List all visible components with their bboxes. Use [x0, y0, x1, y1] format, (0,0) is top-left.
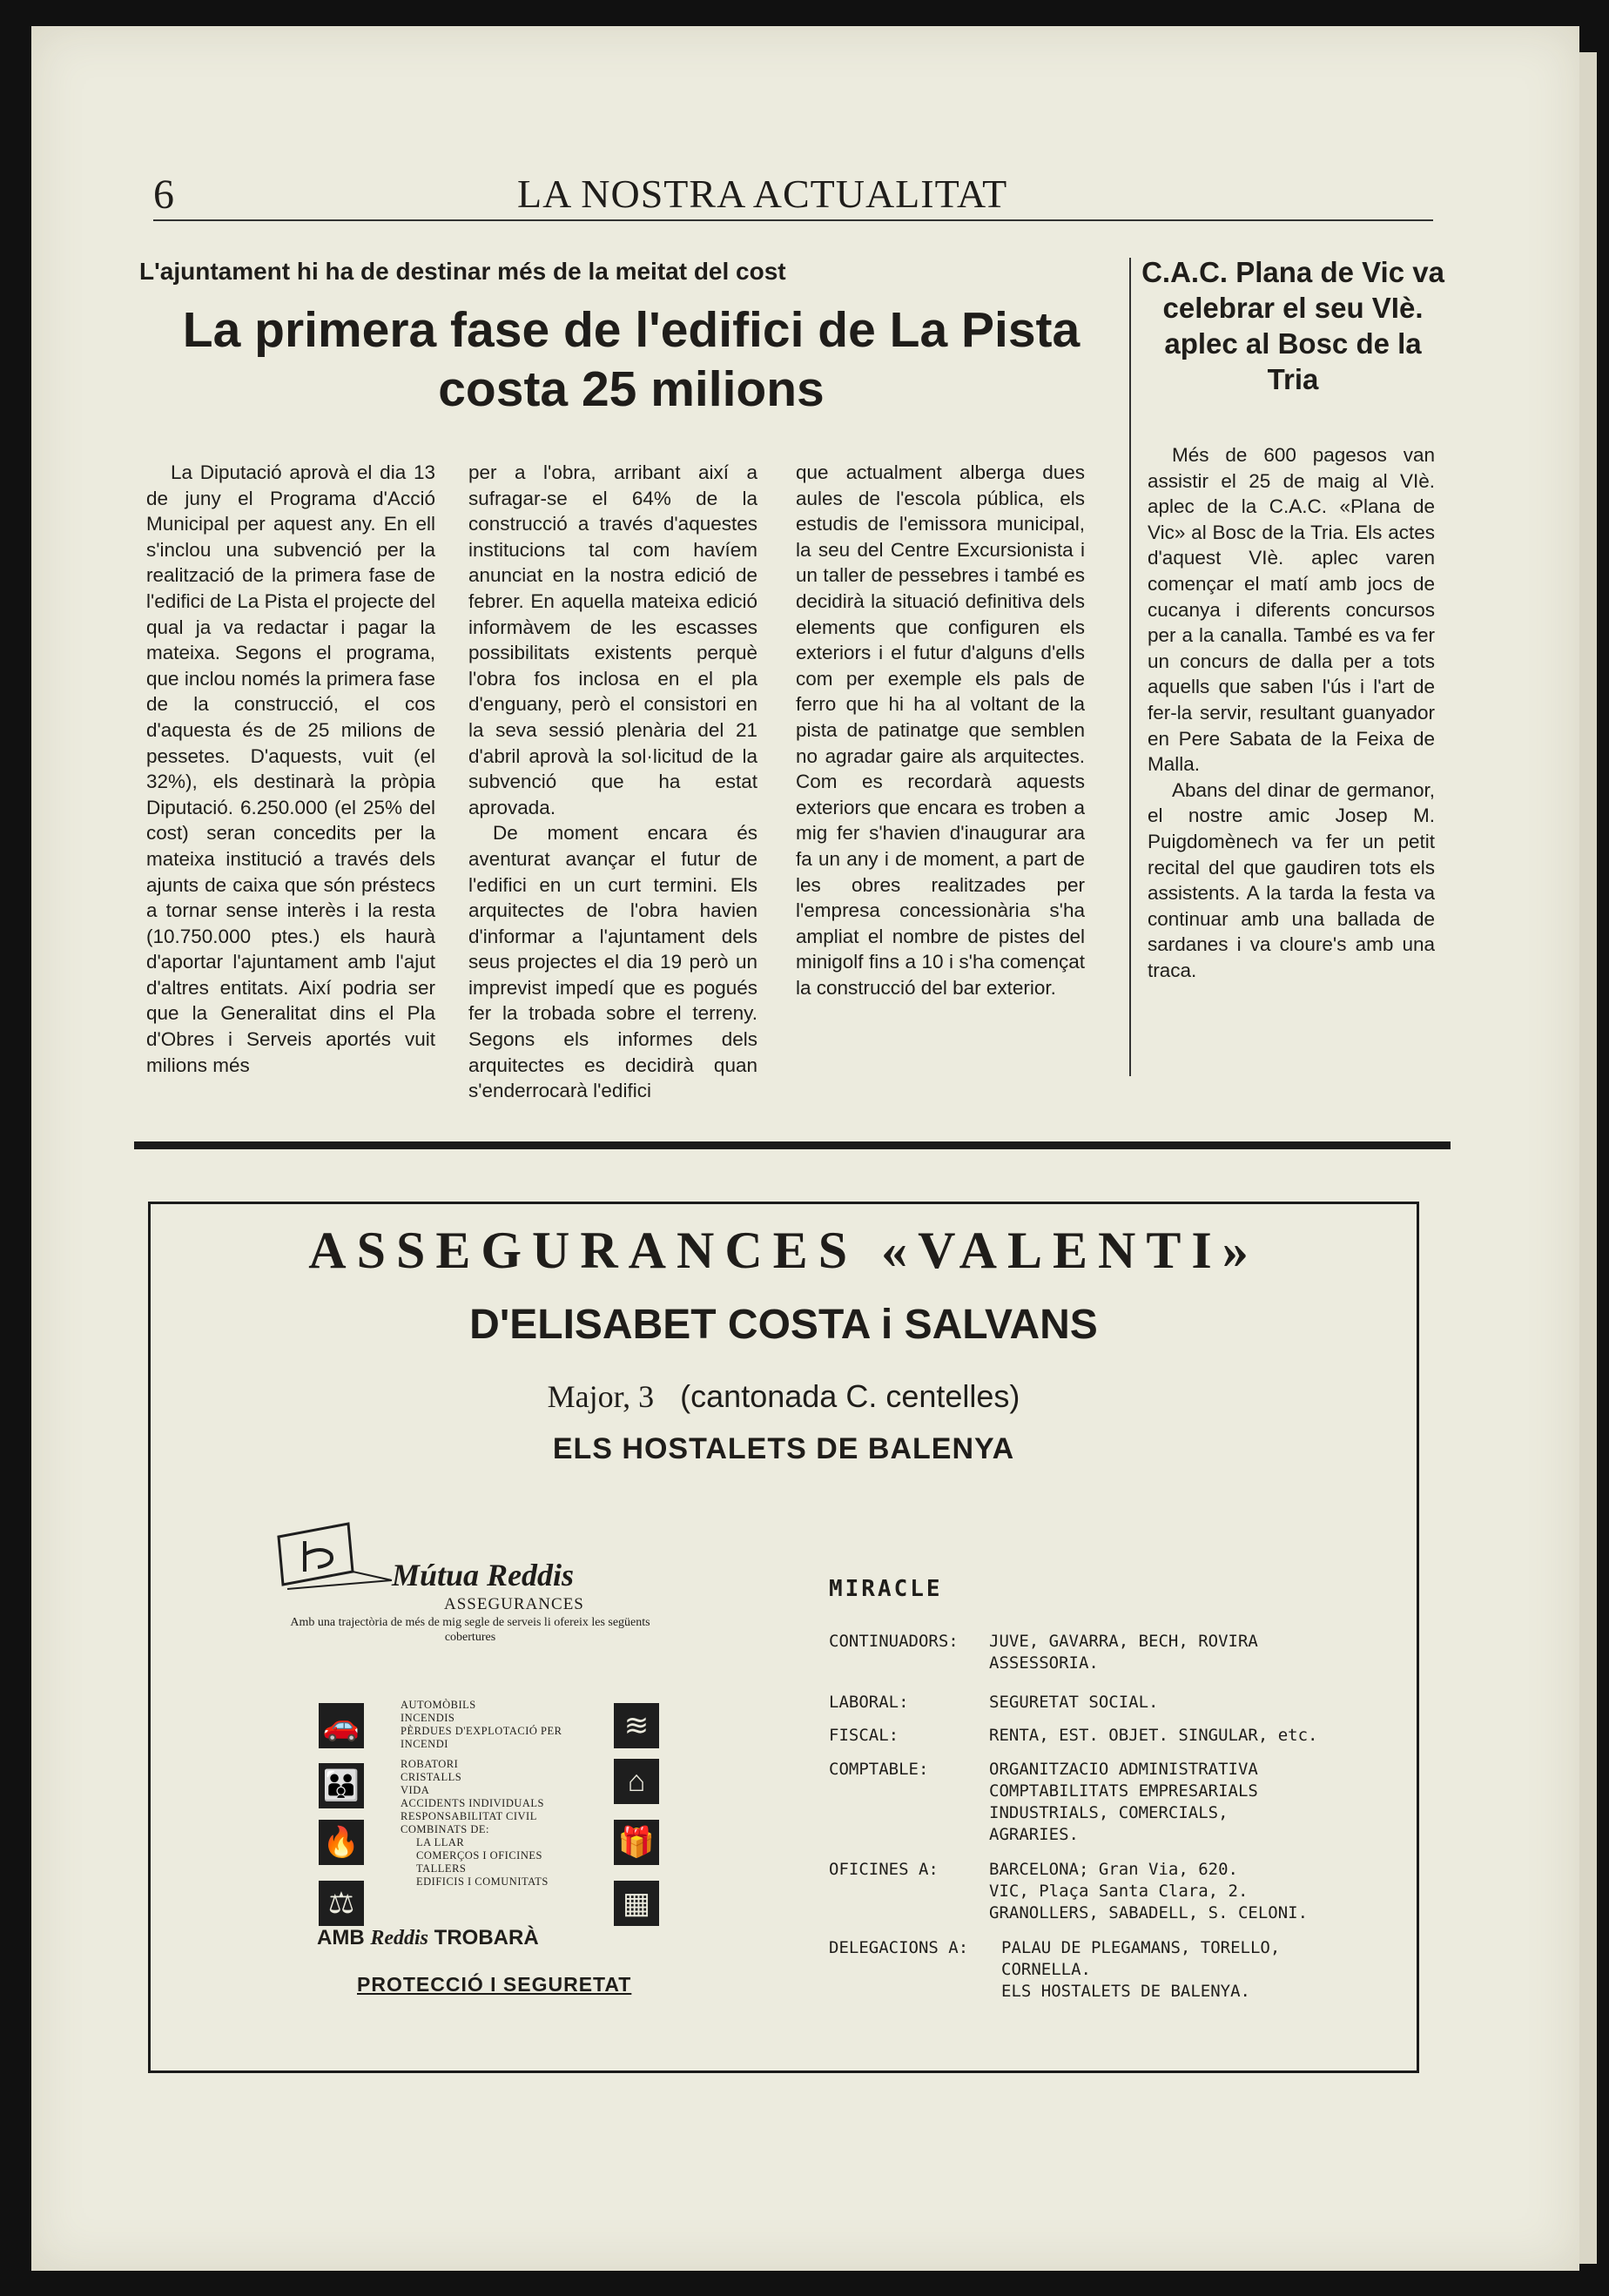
slogan-prefix: AMB: [317, 1926, 365, 1949]
reddis-protection: PROTECCIÓ I SEGURETAT: [357, 1973, 632, 1996]
miracle-label: COMPTABLE:: [829, 1760, 929, 1779]
article-column-2: [468, 460, 757, 1104]
miracle-value: BARCELONA; Gran Via, 620. VIC, Plaça Santa Clara, 2. GRANOLLERS, SABADELL, S. CELONI.: [989, 1860, 1309, 1922]
article-column-1: [146, 460, 435, 1078]
coverage-item: COMBINATS DE:: [401, 1823, 489, 1835]
side-article-paragraph: Més de 600 pagesos van assistir el 25 de maig al VIè. aplec de la C.A.C. «Plana de Vic» al Bosc de la Tria. Els actes d'aquest VIè. aplec varen començar el matí amb jocs de cucanya i diferents concursos per a la canalla. També es va fer un concurs de dalla per a tots aquells que saben l'ús i l'art de fer-la servir, resultant guanyador en Pere Sabata de la Feixa de Malla.: [1148, 444, 1435, 776]
article-kicker: L'ajuntament hi ha de destinar més de la meitat del cost: [139, 258, 786, 285]
slogan-brand: Reddis: [370, 1927, 428, 1949]
advert-title: ASSEGURANCES «VALENTI»: [308, 1222, 1259, 1279]
coverage-item: TALLERS: [416, 1862, 467, 1875]
miracle-label: DELEGACIONS A:: [829, 1938, 969, 1957]
article-paragraph: per a l'obra, arribant així a sufragar-se el 64% de la construcció a través d'aquestes institucions tal com havíem anunciat en la nostra edició de febrer. En aquella mateixa edició informàvem de les escasses possibilitats existents perquè l'obra fos inclosa en el pla d'enguany, però el consistori en la seva sessió plenària del 21 d'abril aprovà la sol·licitud de la subvenció que ha estat aprovada.: [468, 461, 757, 818]
coverage-item: RESPONSABILITAT CIVIL: [401, 1810, 537, 1822]
coverage-item: VIDA: [401, 1784, 430, 1796]
miracle-label: CONTINUADORS:: [829, 1632, 959, 1651]
water-icon: ≋: [614, 1703, 659, 1748]
coverage-item: CRISTALLS: [401, 1771, 462, 1783]
coverage-item: EDIFICIS I COMUNITATS: [416, 1875, 549, 1888]
reddis-slogan: [317, 1926, 539, 1950]
side-article-headline: C.A.C. Plana de Vic va celebrar el seu VIè. aplec al Bosc de la Tria: [1141, 256, 1444, 395]
miracle-title: MIRACLE: [829, 1576, 943, 1602]
reddis-name: Mútua Reddis: [392, 1558, 575, 1592]
coverage-item: AUTOMÒBILS: [401, 1699, 476, 1711]
side-article-body: [1148, 442, 1435, 983]
side-article-paragraph: Abans del dinar de germanor, el nostre amic Josep M. Puigdomènech va fer un petit recital del que gaudiren tots els assistents. A la tarda la festa va continuar amb una ballada de sardanes i va cloure's amb una traca.: [1148, 778, 1435, 981]
article-paragraph: La Diputació aprovà el dia 13 de juny el Programa d'Acció Municipal per aquest any. En ell s'inclou una subvenció per la realització de la primera fase de l'edifici de La Pista el projecte del qual ja va redactar i pagar la mateixa. Segons el programa, que inclou només la primera fase de la construcció, el cos d'aquesta és de 25 milions de pessetes. D'aquests, vuit (el 32%), els destinarà la pròpia Diputació. 6.250.000 (el 25% del cost) seran concedits per la mateixa institució a través dels ajunts de caixa que són préstecs a tornar sense interès i la resta (10.750.000 ptes.) els haurà d'aportar l'ajuntament amb l'ajut d'altres entitats. Així podria ser que la Generalitat dins el Pla d'Obres i Serveis aportés vuit milions més: [146, 461, 435, 1076]
advert-town: ELS HOSTALETS DE BALENYA: [552, 1432, 1015, 1465]
header-rule: [153, 219, 1433, 221]
page-edge: [1579, 52, 1597, 2264]
coverage-item: PÈRDUES D'EXPLOTACIÓ PER INCENDI: [401, 1725, 562, 1750]
miracle-value: PALAU DE PLEGAMANS, TORELLO, CORNELLA. ELS HOSTALETS DE BALENYA.: [1001, 1938, 1281, 2001]
coverage-list: [401, 1699, 575, 1889]
miracle-label: FISCAL:: [829, 1726, 899, 1745]
advert-corner: (cantonada C. centelles): [680, 1378, 1020, 1414]
advert-address: [148, 1378, 1419, 1415]
article-headline: La primera fase de l'edifici de La Pista costa 25 milions: [182, 302, 1081, 417]
building-icon: ▦: [614, 1881, 659, 1926]
family-icon: 👪: [319, 1763, 364, 1808]
reddis-logo-icon: [270, 1519, 401, 1598]
miracle-value: JUVE, GAVARRA, BECH, ROVIRA ASSESSORIA.: [989, 1632, 1258, 1673]
house-icon: ⌂: [614, 1759, 659, 1804]
miracle-label: LABORAL:: [829, 1693, 909, 1712]
reddis-tagline: Amb una trajectòria de més de mig segle de serveis li ofereix les següents cobertures: [290, 1616, 650, 1644]
coverage-item: ACCIDENTS INDIVIDUALS: [401, 1797, 545, 1809]
car-icon: 🚗: [319, 1703, 364, 1748]
section-title: LA NOSTRA ACTUALITAT: [517, 172, 1008, 216]
advert-street: Major, 3: [547, 1379, 655, 1414]
miracle-label: OFICINES A:: [829, 1860, 939, 1879]
section-separator: [134, 1141, 1451, 1149]
page-number: 6: [153, 172, 174, 218]
advert-subtitle: D'ELISABET COSTA i SALVANS: [469, 1302, 1098, 1348]
article-paragraph: De moment encara és aventurat avançar el futur de l'edifici en un curt termini. Els arquitectes de l'obra havien d'informar a l'ajuntament dels seus projectes el dia 19 però un imprevist impedí que es pogués fer la trobada sobre el terreny. Segons els informes dels arquitectes es decidirà quan s'enderrocarà l'edifici: [468, 822, 757, 1102]
column-rule: [1129, 258, 1131, 1076]
fire-icon: 🔥: [319, 1820, 364, 1865]
gift-icon: 🎁: [614, 1820, 659, 1865]
miracle-value: ORGANITZACIO ADMINISTRATIVA COMPTABILITATS EMPRESARIALS INDUSTRIALS, COMERCIALS, AGRARIES.: [989, 1760, 1258, 1844]
coverage-item: LA LLAR: [416, 1836, 465, 1848]
article-paragraph: que actualment alberga dues aules de l'escola pública, els estudis de l'emissora municipal, la seu del Centre Excursionista i un taller de pessebres i també es decidirà la situació definitiva dels elements que configuren els exteriors i el futur d'alguns d'ells com per exemple els pals de ferro que hi ha al voltant de la pista de patinatge que semblen no agradar gaire als arquitectes. Com es recordarà aquests exteriors que encara es troben a mig fer s'havien d'inaugurar ara fa un any i de moment, a part de les obres realitzades per l'empresa concessionària s'ha ampliat el nombre de pistes del minigolf fins a 10 i s'ha començat la construcció del bar exterior.: [796, 461, 1085, 999]
coverage-item: INCENDIS: [401, 1712, 455, 1724]
miracle-value: SEGURETAT SOCIAL.: [989, 1693, 1159, 1712]
miracle-value: RENTA, EST. OBJET. SINGULAR, etc.: [989, 1726, 1318, 1745]
slogan-suffix: TROBARÀ: [434, 1926, 539, 1949]
coverage-item: COMERÇOS I OFICINES: [416, 1849, 542, 1862]
coverage-item: ROBATORI: [401, 1758, 459, 1770]
article-column-3: [796, 460, 1085, 1000]
reddis-subtitle: ASSEGURANCES: [444, 1595, 584, 1613]
scales-icon: ⚖: [319, 1881, 364, 1926]
